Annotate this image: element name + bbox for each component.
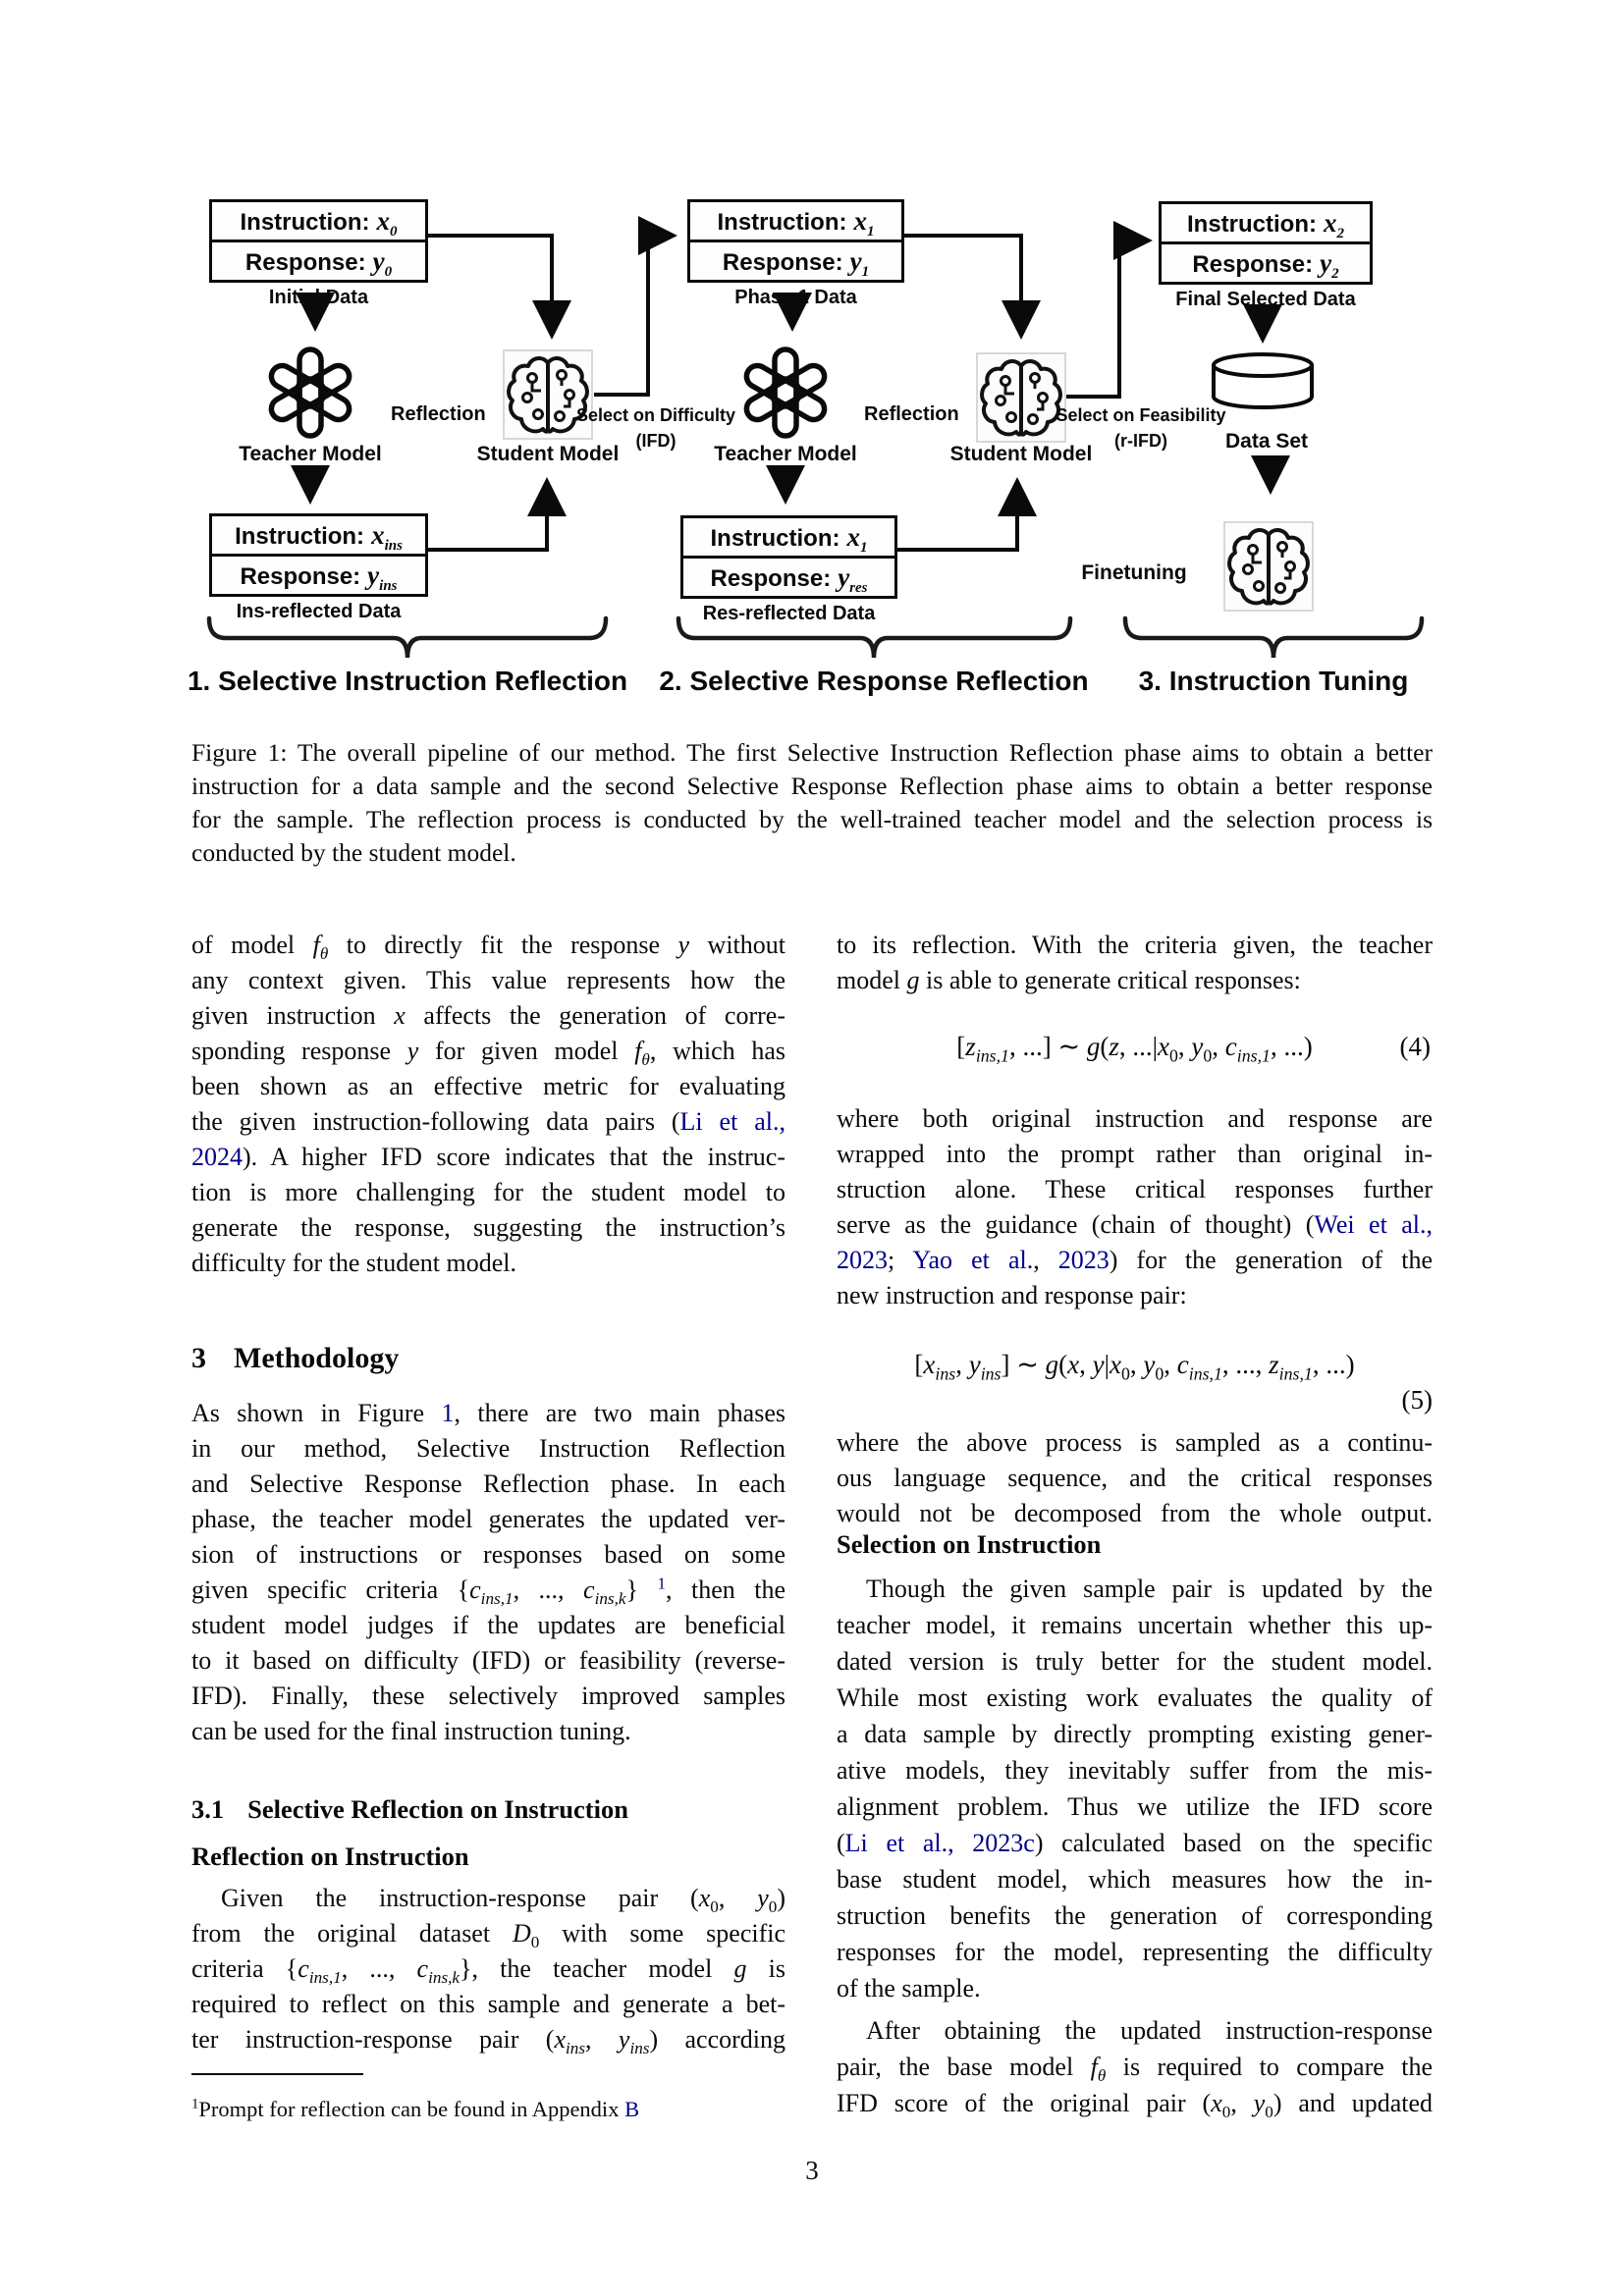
text-span: ( (837, 1829, 845, 1857)
text-span: responses for the model, representing the difficulty (837, 1938, 1433, 1966)
text-span: y (406, 1037, 419, 1065)
citation-link[interactable]: Li et al., (679, 1107, 785, 1136)
text-span: given specific criteria { (191, 1575, 470, 1604)
text-span: , (1212, 1032, 1225, 1061)
text-span: y (968, 1350, 981, 1379)
paragraph (837, 2012, 1433, 2121)
box-caption: Ins-reflected Data (236, 601, 402, 622)
text-span: ins,k (594, 1589, 626, 1608)
text-span: affects the generation of corre- (405, 1001, 785, 1030)
citation-link[interactable]: 1 (657, 1574, 667, 1593)
box-caption: Res-reflected Data (702, 603, 876, 624)
citation-link[interactable]: Wei et al., (1314, 1210, 1433, 1239)
box-caption: Final Selected Data (1175, 289, 1356, 310)
text-line (191, 1951, 785, 1987)
text-span: y (757, 1884, 769, 1912)
text-span: y (1143, 1350, 1156, 1379)
text-span: 0 (710, 1897, 719, 1916)
citation-link[interactable]: Yao et al. (912, 1246, 1034, 1274)
text-span: for the sample. The reflection process is conducted by the well-trained teacher model and the selection process is (191, 805, 1433, 833)
dataset-label: Data Set (1224, 430, 1309, 453)
box-caption: Phase 1 Data (734, 287, 857, 308)
flow-arrows (310, 236, 1271, 550)
text-span: in our method, Selective Instruction Reflection (191, 1434, 785, 1463)
text-span: , (718, 1884, 758, 1912)
equation (837, 1029, 1433, 1064)
text-line (837, 1934, 1433, 1970)
text-span: for given model (418, 1037, 635, 1065)
text-span: with some specific (539, 1919, 785, 1948)
paragraph (837, 928, 1433, 998)
text-span: required to reflect on this sample and generate a bet- (191, 1990, 785, 2018)
text-span: phase, the teacher model generates the updated ver- (191, 1505, 785, 1533)
text-line (191, 1140, 785, 1175)
text-line (191, 1467, 785, 1502)
text-line (191, 998, 785, 1034)
text-span: is (746, 1954, 785, 1983)
text-span: θ (319, 944, 329, 963)
text-span: y (1191, 1032, 1204, 1061)
text-span: sion of instructions or responses based on some (191, 1540, 785, 1569)
text-line (191, 1916, 785, 1951)
text-span: 0 (1265, 2103, 1273, 2121)
equation-number: (5) (1401, 1385, 1433, 1415)
text-span: z (1269, 1350, 1279, 1379)
finetuning-label: Finetuning (1081, 561, 1187, 584)
text-span: ] ∼ (1001, 1350, 1046, 1379)
text-span: g (1086, 1032, 1101, 1061)
text-span: serve as the guidance (chain of thought) ( (837, 1210, 1315, 1239)
paragraph (191, 928, 785, 1281)
text-span: 0 (768, 1897, 778, 1916)
text-span: of model (191, 931, 313, 959)
text-line (837, 1461, 1433, 1496)
text-span: struction benefits the generation of corresponding (837, 1901, 1433, 1930)
text-span: y (1253, 2089, 1266, 2117)
text-span: alignment problem. Thus we utilize the IFD score (837, 1792, 1433, 1821)
text-span: ) according (649, 2025, 785, 2054)
text-span: 0 (1155, 1363, 1164, 1384)
text-span: f (1090, 2053, 1098, 2081)
text-span: , ..., (1221, 1350, 1270, 1379)
paragraph (191, 1396, 785, 1749)
text-span: ins,1 (1236, 1045, 1271, 1066)
text-span: IFD score of the original pair ( (837, 2089, 1212, 2117)
text-span: c (1176, 1350, 1189, 1379)
text-line (837, 963, 1433, 998)
citation-link[interactable]: Li et al., 2023c (844, 1829, 1035, 1857)
text-span: , (1079, 1350, 1093, 1379)
text-line (191, 736, 1433, 770)
text-line (837, 2085, 1433, 2121)
text-span: x (1067, 1350, 1080, 1379)
text-line (191, 1573, 785, 1608)
text-span: Prompt for reflection can be found in Appendix (198, 2097, 625, 2121)
text-line (837, 1101, 1433, 1137)
text-span: While most existing work evaluates the quality of (837, 1683, 1433, 1712)
text-span: x (923, 1350, 936, 1379)
text-span: Given the instruction-response pair ( (221, 1884, 699, 1912)
paragraph (837, 1101, 1433, 1313)
student-model-label: Student Model (949, 443, 1093, 465)
text-span: ter instruction-response pair ( (191, 2025, 555, 2054)
text-span: to directly fit the response (328, 931, 678, 959)
text-span: , ..., (341, 1954, 417, 1983)
text-span: x (1158, 1032, 1169, 1061)
text-line (191, 1608, 785, 1643)
select-feasibility-label: Select on Feasibility (r-IFD) (1056, 405, 1226, 451)
text-line (837, 1278, 1433, 1313)
text-span: Though the given sample pair is updated by the (866, 1575, 1433, 1603)
text-line (837, 1643, 1433, 1680)
text-span: the given instruction-following data pairs ( (191, 1107, 680, 1136)
paragraph (191, 1881, 785, 2057)
text-line (191, 1714, 785, 1749)
text-span: y (1092, 1350, 1105, 1379)
text-line (837, 1752, 1433, 1789)
text-span: tion is more challenging for the student model to (191, 1178, 785, 1206)
text-span: teacher model, it remains uncertain whether this up- (837, 1611, 1433, 1639)
footnote-rule (191, 2073, 363, 2075)
text-span: , (1230, 2089, 1254, 2117)
text-span: g (733, 1954, 747, 1983)
text-span: , ...) (1270, 1032, 1313, 1061)
text-span: ins (935, 1363, 956, 1384)
text-span: After obtaining the updated instruction-response (866, 2016, 1433, 2045)
text-line (837, 1496, 1433, 1531)
text-span: θ (641, 1050, 650, 1069)
openai-logo-icon (267, 349, 352, 436)
text-span: dated version is truly better for the student model. (837, 1647, 1433, 1676)
text-line (837, 1680, 1433, 1716)
text-line (191, 1537, 785, 1573)
text-span: student model judges if the updates are beneficial (191, 1611, 785, 1639)
text-span: new instruction and response pair: (837, 1281, 1187, 1309)
equation-number: (4) (1399, 1032, 1431, 1061)
citation-link[interactable]: 2023 (837, 1246, 888, 1274)
text-span: , (1033, 1246, 1058, 1274)
data-box-final: Instruction: $x_2$ Response: $y_2$ Final Selected Data (1159, 201, 1373, 285)
text-line (837, 1897, 1433, 1934)
text-span: [ (956, 1032, 966, 1061)
text-span: As shown in Figure (191, 1399, 442, 1427)
text-span: ) for the generation of the (1109, 1246, 1433, 1274)
text-span: }, the teacher model (460, 1954, 734, 1983)
text-span: is required to compare the (1106, 2053, 1433, 2081)
text-span: ins,1 (975, 1045, 1009, 1066)
text-line (191, 1210, 785, 1246)
text-span: generate the response, suggesting the instruction’s (191, 1213, 785, 1242)
text-line (837, 1207, 1433, 1243)
text-span: 0 (1120, 1363, 1130, 1384)
section-heading: Selection on Instruction (837, 1529, 1102, 1559)
text-span: c (583, 1575, 595, 1604)
phase-1-title: 1. Selective Instruction Reflection (187, 666, 628, 696)
section-heading: 3 Methodology (191, 1342, 400, 1374)
text-span: given instruction (191, 1001, 395, 1030)
text-line (837, 1571, 1433, 1607)
text-span: 0 (1203, 1045, 1213, 1066)
text-span: and Selective Response Reflection phase. In each (191, 1469, 785, 1498)
text-span: ) calculated based on the specific (1034, 1829, 1433, 1857)
text-line (191, 1246, 785, 1281)
section-heading: Reflection on Instruction (191, 1842, 469, 1871)
citation-link[interactable]: 2024 (191, 1143, 243, 1171)
text-line (191, 1069, 785, 1104)
text-span: ins,1 (308, 1968, 342, 1987)
text-span: , ...) (1312, 1350, 1355, 1379)
equation (837, 1347, 1433, 1417)
citation-link[interactable]: B (624, 2097, 640, 2121)
text-span: ins,1 (480, 1589, 514, 1608)
text-line (191, 836, 1433, 870)
text-line (191, 928, 785, 963)
text-line (837, 1789, 1433, 1825)
reflection-label: Reflection (391, 403, 486, 425)
text-span: , ..., (513, 1575, 584, 1604)
text-span: to it based on difficulty (IFD) or feasibility (reverse- (191, 1646, 785, 1675)
text-span: any context given. This value represents how the (191, 966, 785, 994)
text-line (191, 1034, 785, 1069)
text-line (837, 1607, 1433, 1643)
data-box-res-reflected: Instruction: $x_1$ Response: $y_{res}$ Res-reflected Data (680, 515, 897, 599)
text-span: , (1164, 1350, 1177, 1379)
text-span: ). A higher IFD score indicates that the instruc- (243, 1143, 785, 1171)
select-difficulty-label: Select on Difficulty (IFD) (575, 405, 736, 451)
text-span: difficulty for the student model. (191, 1249, 516, 1277)
text-span: ins (629, 2039, 650, 2057)
text-span: ; (888, 1246, 913, 1274)
text-span: wrapped into the prompt rather than original in- (837, 1140, 1433, 1168)
text-span: f (634, 1037, 642, 1065)
text-span: , ...] ∼ (1008, 1032, 1087, 1061)
text-span: θ (1097, 2066, 1107, 2085)
text-span: g (906, 966, 920, 994)
text-line (837, 1716, 1433, 1752)
text-line (191, 963, 785, 998)
text-span: } (625, 1575, 658, 1604)
paragraph (191, 736, 1433, 870)
text-line (837, 2012, 1433, 2049)
phase-2-title: 2. Selective Response Reflection (659, 666, 1089, 696)
text-line (837, 1861, 1433, 1897)
text-span: , then the (666, 1575, 785, 1604)
text-span: conducted by the student model. (191, 838, 516, 867)
text-span: , (955, 1350, 969, 1379)
text-span: struction alone. These critical responses further (837, 1175, 1433, 1203)
text-span: a data sample by directly prompting existing gener- (837, 1720, 1433, 1748)
text-span: x (394, 1001, 406, 1030)
data-box-ins-reflected: Instruction: $x_{ins}$ Response: $y_{ins}$ Ins-reflected Data (209, 513, 428, 597)
text-line (191, 1502, 785, 1537)
text-span: c (416, 1954, 429, 1983)
text-line (837, 1137, 1433, 1172)
text-span: sponding response (191, 1037, 407, 1065)
text-span: ) (777, 1884, 785, 1912)
text-span: x (554, 2025, 566, 2054)
text-span: ins (565, 2039, 586, 2057)
text-span: ous language sequence, and the critical responses (837, 1464, 1433, 1492)
text-line (191, 1431, 785, 1467)
brain-circuit-icon (1224, 522, 1313, 611)
text-line (837, 2049, 1433, 2085)
text-span: can be used for the final instruction tuning. (191, 1717, 631, 1745)
text-span: z (1109, 1032, 1119, 1061)
text-line (191, 803, 1433, 836)
text-span: x (698, 1884, 711, 1912)
openai-logo-icon (742, 349, 828, 436)
text-span: ins,1 (1188, 1363, 1222, 1384)
text-line (837, 1825, 1433, 1861)
citation-link[interactable]: 1 (441, 1399, 455, 1427)
text-span: 1 (191, 2096, 199, 2112)
text-span: ( (1058, 1350, 1068, 1379)
text-span: ative models, they inevitably suffer from the mis- (837, 1756, 1433, 1785)
reflection-label: Reflection (864, 403, 959, 425)
text-line (191, 1175, 785, 1210)
text-span: ( (1100, 1032, 1110, 1061)
teacher-model-label: Teacher Model (239, 443, 382, 465)
teacher-model-label: Teacher Model (714, 443, 857, 465)
text-span: g (1045, 1350, 1059, 1379)
paragraph (837, 1425, 1433, 1531)
text-line (191, 1396, 785, 1431)
text-line (837, 928, 1433, 963)
text-span: [ (914, 1350, 924, 1379)
text-span: ins,k (428, 1968, 460, 1987)
text-span: instruction for a data sample and the second Selective Response Reflection phase aims to obtain a better response (191, 772, 1433, 800)
text-span: , (1177, 1032, 1192, 1061)
text-span: ins,1 (1278, 1363, 1313, 1384)
text-span: 0 (1221, 2103, 1231, 2121)
text-span: to its reflection. With the criteria given, the teacher (837, 931, 1433, 959)
data-box-initial: Instruction: $x_0$ Response: $y_0$ Initial Data (209, 199, 428, 283)
text-span: x (1211, 2089, 1222, 2117)
text-span: 0 (1169, 1045, 1178, 1066)
text-line (191, 1104, 785, 1140)
text-span: is able to generate critical responses: (919, 966, 1301, 994)
box-caption: Initial Data (268, 287, 369, 308)
text-line (837, 1970, 1433, 2006)
text-span: , (585, 2025, 619, 2054)
text-span: IFD). Finally, these selectively improved samples (191, 1682, 785, 1710)
text-line (837, 1243, 1433, 1278)
text-span: c (1224, 1032, 1237, 1061)
text-span: where both original instruction and response are (837, 1104, 1433, 1133)
text-span: been shown as an effective metric for evaluating (191, 1072, 785, 1100)
text-span: c (298, 1954, 309, 1983)
text-span: y (618, 2025, 630, 2054)
footnote (191, 2095, 785, 2124)
text-line (191, 1881, 785, 1916)
text-span: D (512, 1919, 531, 1948)
text-line (191, 770, 1433, 803)
paragraph (837, 1571, 1433, 2006)
student-model-label: Student Model (476, 443, 620, 465)
text-span: model (837, 966, 907, 994)
text-span: ins (980, 1363, 1001, 1384)
text-line (191, 1643, 785, 1679)
text-span: of the sample. (837, 1974, 981, 2002)
text-span: | (1104, 1350, 1110, 1379)
text-line (191, 1679, 785, 1714)
text-span: y (677, 931, 690, 959)
text-span: criteria { (191, 1954, 298, 1983)
text-span: x (1109, 1350, 1121, 1379)
database-icon (1214, 354, 1312, 407)
text-span: , which has (649, 1037, 785, 1065)
text-span: would not be decomposed from the whole output. (837, 1499, 1433, 1527)
text-line (837, 1172, 1433, 1207)
text-line (191, 2022, 785, 2057)
text-span: 0 (530, 1933, 540, 1951)
text-span: , (1129, 1350, 1144, 1379)
section-heading: 3.1 Selective Reflection on Instruction (191, 1794, 628, 1824)
data-box-phase1: Instruction: $x_1$ Response: $y_1$ Phase 1 Data (687, 199, 904, 283)
text-span: , there are two main phases (454, 1399, 785, 1427)
text-span: base student model, which measures how the in- (837, 1865, 1433, 1894)
figure-diagram (0, 0, 1624, 766)
text-line (191, 1987, 785, 2022)
text-span: , ...| (1118, 1032, 1159, 1061)
text-span: z (965, 1032, 976, 1061)
citation-link[interactable]: 2023 (1057, 1246, 1110, 1274)
page-number: 3 (805, 2156, 819, 2185)
text-span: where the above process is sampled as a continu- (837, 1428, 1433, 1457)
text-span: ) and updated (1272, 2089, 1433, 2117)
text-span: Figure 1: The overall pipeline of our method. The first Selective Instruction Reflection phase aims to obtain a better (191, 738, 1433, 767)
text-line (837, 1425, 1433, 1461)
text-span: without (689, 931, 785, 959)
text-span: pair, the base model (837, 2053, 1091, 2081)
text-span: from the original dataset (191, 1919, 513, 1948)
phase-3-title: 3. Instruction Tuning (1138, 666, 1409, 696)
text-span: c (469, 1575, 481, 1604)
text-span: f (312, 931, 320, 959)
